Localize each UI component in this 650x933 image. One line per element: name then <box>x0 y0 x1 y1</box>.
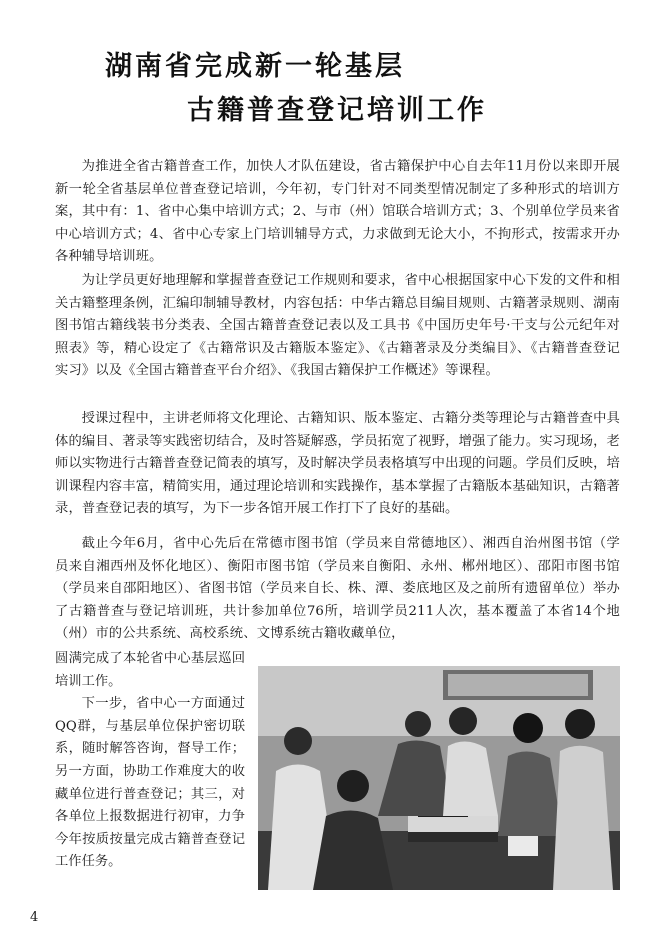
paragraph-4-end: 圆满完成了本轮省中心基层巡回培训工作。 <box>55 651 245 689</box>
paragraph-2 <box>55 270 620 383</box>
paragraph-3 <box>55 408 620 521</box>
article-title-line1: 湖南省完成新一轮基层 <box>105 51 405 82</box>
article-title-line2: 古籍普查登记培训工作 <box>187 95 487 126</box>
training-session-photo <box>258 666 620 890</box>
paragraph-4-text: 截止今年6月，省中心先后在常德市图书馆（学员来自常德地区）、湘西自治州图书馆（学员来自湘西州及怀化地区）、衡阳市图书馆（学员来自衡阳、永州、郴州地区）、邵阳市图书馆（学员来自邵阳地区）、省图书馆（学员来自长、株、潭、娄底地区及之前所有遗留单位）举办了古籍普查与登记培训班，共计参加单位76所，培训学员211人次，基本覆盖了本省14个地（州）市的公共系统、高校系统、文博系统古籍收藏单位， <box>55 536 620 642</box>
paragraph-1-text: 为推进全省古籍普查工作，加快人才队伍建设，省古籍保护中心自去年11月份以来即开展新一轮全省基层单位普查登记培训，今年初，专门针对不同类型情况制定了多种形式的培训方案，其中有：1、省中心集中培训方式；2、与市（州）馆联合培训方式；3、个别单位学员来省中心培训方式；4、省中心专家上门培训辅导方式，力求做到无论大小，不拘形式，按需求开办各种辅导培训班。 <box>55 159 620 265</box>
paragraph-3-text: 授课过程中，主讲老师将文化理论、古籍知识、版本鉴定、古籍分类等理论与古籍普查中具体的编目、著录等实践密切结合，及时答疑解惑，学员拓宽了视野，增强了能力。实习现场，老师以实物进行古籍普查登记简表的填写，及时解决学员表格填写中出现的问题。学员们反映，培训课程内容丰富，精简实用，通过理论培训和实践操作，基本掌握了古籍版本基础知识，古籍著录，普查登记表的填写，为下一步各馆开展工作打下了良好的基础。 <box>55 411 620 517</box>
photo-illustration <box>258 666 620 890</box>
paragraph-4 <box>55 533 620 646</box>
side-column <box>55 648 245 874</box>
paragraph-5: 下一步，省中心一方面通过QQ群，与基层单位保护密切联系，随时解答咨询，督导工作；另一方面，协助工作难度大的收藏单位进行普查登记；其三，对各单位上报数据进行初审，力争今年按质按量完成古籍普查登记工作任务。 <box>55 696 245 870</box>
page-number: 4 <box>30 910 39 925</box>
paragraph-2-text: 为让学员更好地理解和掌握普查登记工作规则和要求，省中心根据国家中心下发的文件和相关古籍整理条例，汇编印制辅导教材，内容包括：中华古籍总目编目规则、古籍著录规则、湖南图书馆古籍线装书分类表、全国古籍普查登记表以及工具书《中国历史年号·干支与公元纪年对照表》等，精心设定了《古籍常识及古籍版本鉴定》、《古籍著录及分类编目》、《古籍普查登记实习》以及《全国古籍普查平台介绍》、《我国古籍保护工作概述》等课程。 <box>55 273 620 379</box>
paragraph-1 <box>55 156 620 269</box>
